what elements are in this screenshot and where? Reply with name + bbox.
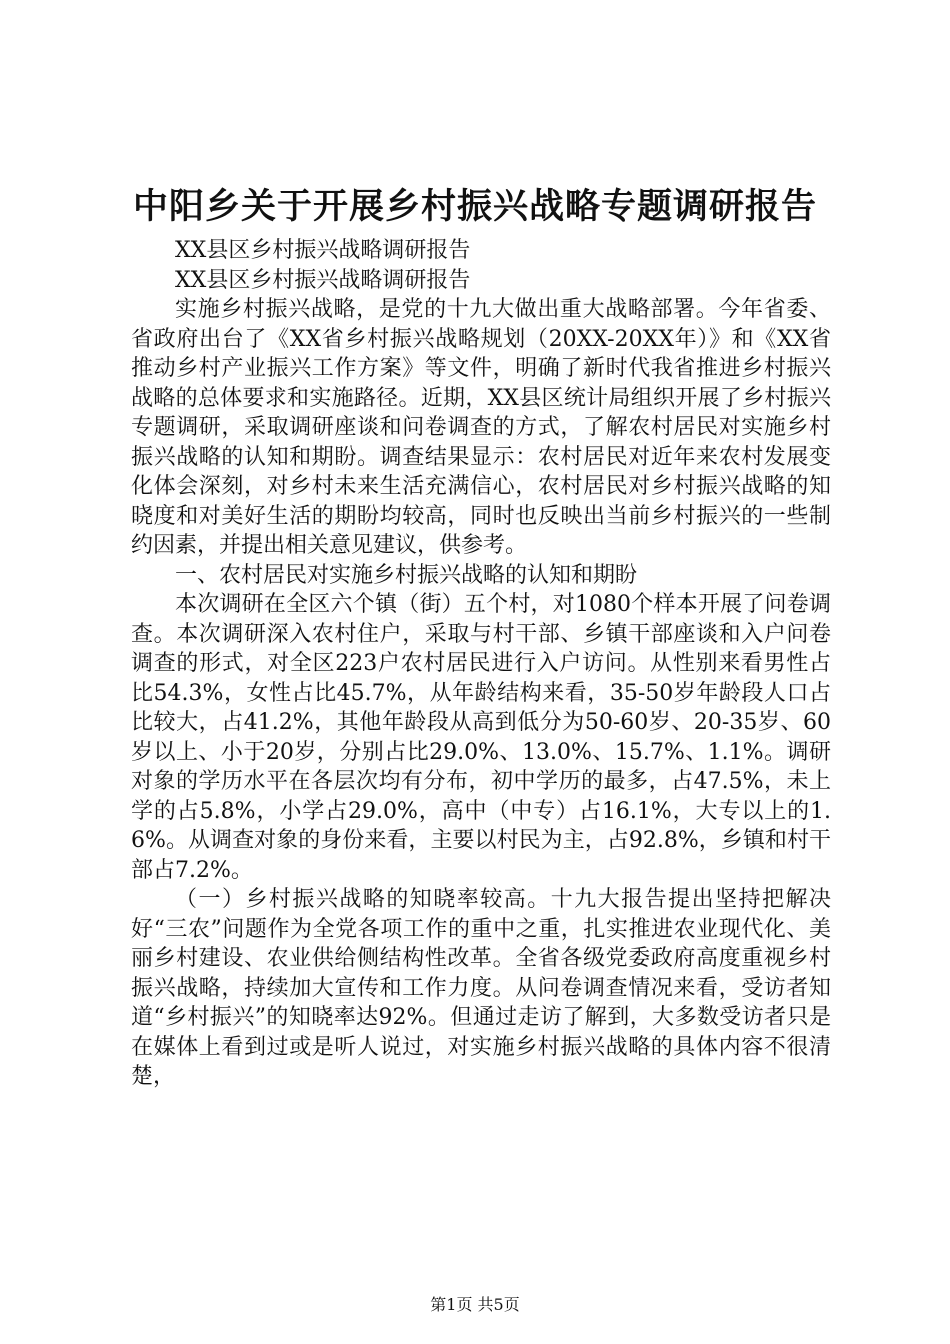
page-number: 第1页 共5页 — [430, 1295, 520, 1314]
subtitle-line: XX县区乡村振兴战略调研报告 — [175, 267, 471, 293]
document-title: 中阳乡关于开展乡村振兴战略专题调研报告 — [132, 186, 817, 227]
awareness-paragraph: （一）乡村振兴战略的知晓率较高。十九大报告提出坚持把解决好“三农”问题作为全党各项工作的重中之重，扎实推进农业现代化、美丽乡村建设、农业供给侧结构性改革。全省各级党委政府高度重视乡村振兴战略，持续加大宣传和工作力度。从问卷调查情况来看，受访者知道“乡村振兴”的知晓率达92%。但通过走访了解到，大多数受访者只是在媒体上看到过或是听人说过，对实施乡村振兴战略的具体内容不很清楚， — [131, 887, 831, 1089]
survey-paragraph: 本次调研在全区六个镇（街）五个村，对1080个样本开展了问卷调查。本次调研深入农村住户，采取与村干部、乡镇干部座谈和入户问卷调查的形式，对全区223户农村居民进行入户访问。从性别来看男性占比54.3%，女性占比45.7%，从年龄结构来看，35-50岁年龄段人口占比较大，占41.2%，其他年龄段从高到低分为50-60岁、20-35岁、60岁以上、小于20岁，分别占比29.0%、13.0%、15.7%、1.1%。调研对象的学历水平在各层次均有分布，初中学历的最多，占47.5%，未上学的占5.8%，小学占29.0%，高中（中专）占16.1%，大专以上的1.6%。从调查对象的身份来看，主要以村民为主，占92.8%，乡镇和村干部占7.2%。 — [131, 592, 831, 883]
document-body — [131, 236, 831, 1092]
subtitle-line: XX县区乡村振兴战略调研报告 — [175, 238, 471, 263]
intro-paragraph: 实施乡村振兴战略，是党的十九大做出重大战略部署。今年省委、省政府出台了《XX省乡村振兴战略规划（20XX-20XX年）》和《XX省推动乡村产业振兴工作方案》等文件，明确了新时代我省推进乡村振兴战略的总体要求和实施路径。近期，XX县区统计局组织开展了乡村振兴专题调研，采取调研座谈和问卷调查的方式，了解农村居民对实施乡村振兴战略的认知和期盼。调查结果显示：农村居民对近年来农村发展变化体会深刻，对乡村未来生活充满信心，农村居民对乡村振兴战略的知晓度和对美好生活的期盼均较高，同时也反映出当前乡村振兴的一些制约因素，并提出相关意见建议，供参考。 — [131, 297, 831, 558]
section-heading: 一、农村居民对实施乡村振兴战略的认知和期盼 — [175, 562, 638, 588]
